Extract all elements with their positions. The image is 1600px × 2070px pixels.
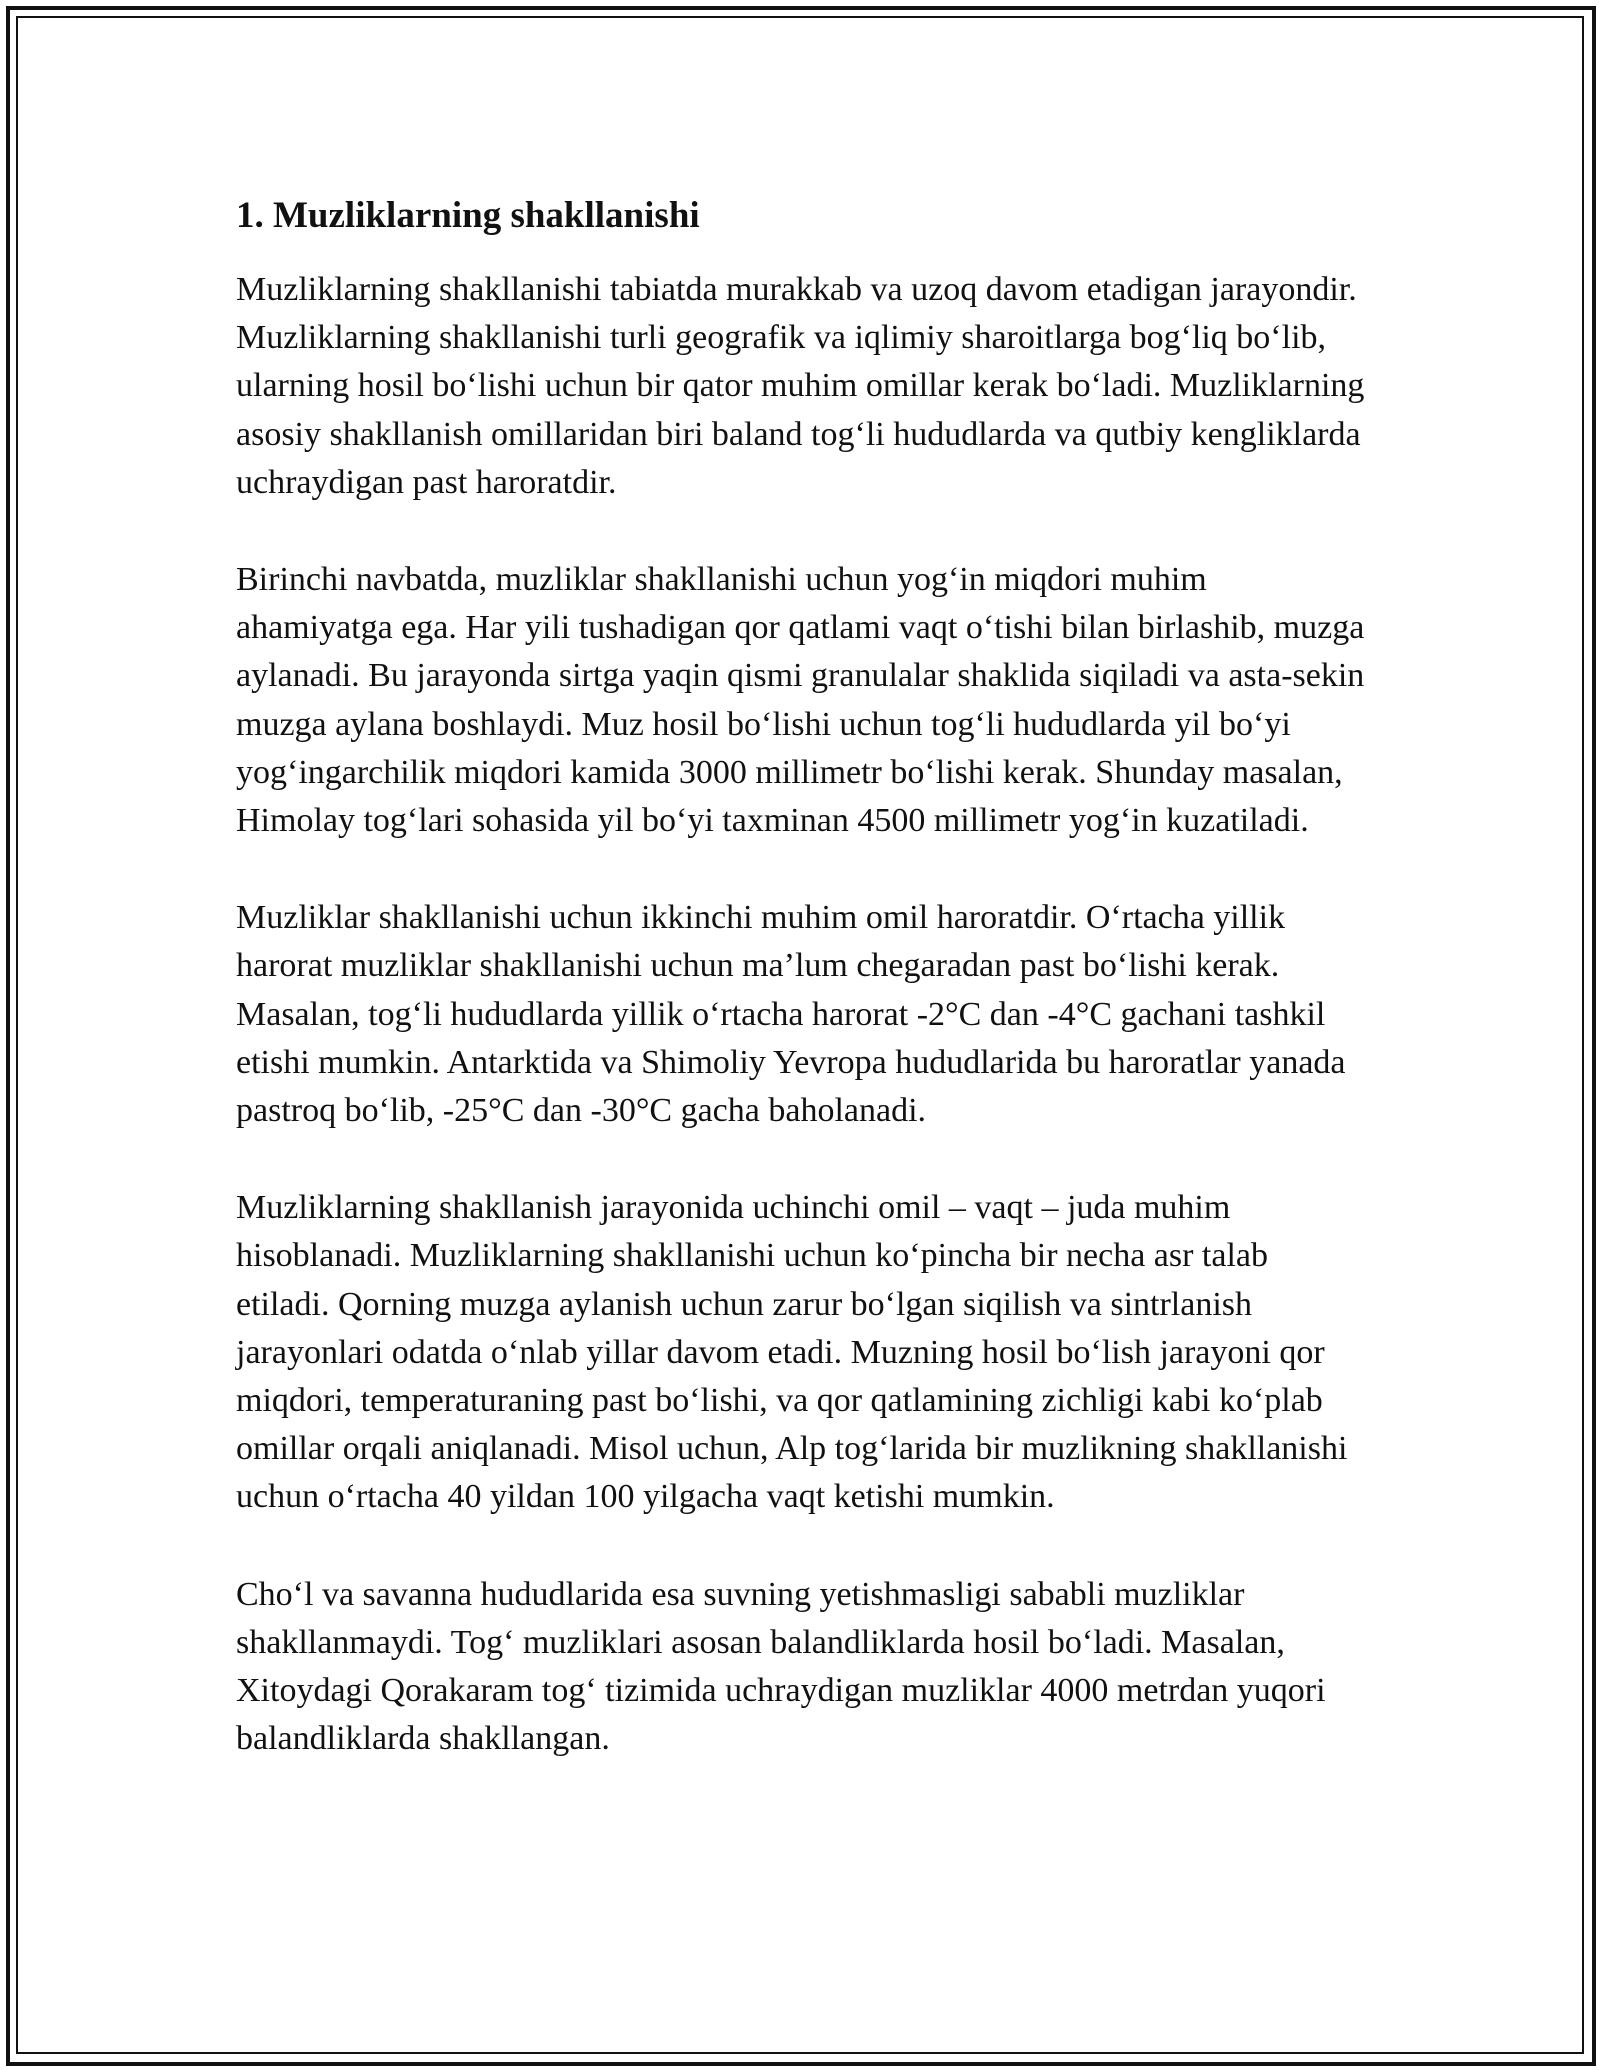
paragraph-time: Muzliklarning shakllanish jarayonida uchinchi omil – vaqt – juda muhim hisoblanadi. Muzliklarning shakllanishi uchun ko‘pincha bir necha asr talab etiladi. Qorning muzga aylanish uchun zarur bo‘lgan siqilish va sintrlanish jarayonlari odatda o‘nlab yillar davom etadi. Muzning hosil bo‘lish jarayoni qor miqdori, temperaturaning past bo‘lishi, va qor qatlamining zichligi kabi ko‘plab omillar orqali aniqlanadi. Misol uchun, Alp tog‘larida bir muzlikning shakllanishi uchun o‘rtacha 40 yildan 100 yilgacha vaqt ketishi mumkin. — [236, 1189, 1348, 1516]
document-body — [236, 188, 1366, 1812]
paragraph-precipitation: Birinchi navbatda, muzliklar shakllanishi uchun yog‘in miqdori muhim ahamiyatga ega. Har yili tushadigan qor qatlami vaqt o‘tishi bilan birlashib, muzga aylanadi. Bu jarayonda sirtga yaqin qismi granulalar shaklida siqiladi va asta-sekin muzga aylana boshlaydi. Muz hosil bo‘lishi uchun tog‘li hududlarda yil bo‘yi yog‘ingarchilik miqdori kamida 3000 millimetr bo‘lishi kerak. Shunday masalan, Himolay tog‘lari sohasida yil bo‘yi taxminan 4500 millimetr yog‘in kuzatiladi. — [236, 561, 1365, 840]
paragraph-intro: Muzliklarning shakllanishi tabiatda murakkab va uzoq davom etadigan jarayondir. Muzliklarning shakllanishi turli geografik va iqlimiy sharoitlarga bog‘liq bo‘lib, ularning hosil bo‘lishi uchun bir qator muhim omillar kerak bo‘ladi. Muzliklarning asosiy shakllanish omillaridan biri baland tog‘li hududlarda va qutbiy kengliklarda uchraydigan past haroratdir. — [236, 271, 1365, 501]
paragraph-temperature: Muzliklar shakllanishi uchun ikkinchi muhim omil haroratdir. O‘rtacha yillik harorat muzliklar shakllanishi uchun ma’lum chegaradan past bo‘lishi kerak. Masalan, tog‘li hududlarda yillik o‘rtacha harorat -2°C dan -4°C gachani tashkil etishi mumkin. Antarktida va Shimoliy Yevropa hududlarida bu haroratlar yanada pastroq bo‘lib, -25°C dan -30°C gacha baholanadi. — [236, 899, 1346, 1130]
paragraph-deserts: Cho‘l va savanna hududlarida esa suvning yetishmasligi sababli muzliklar shakllanmaydi. Tog‘ muzliklari asosan balandliklarda hosil bo‘ladi. Masalan, Xitoydagi Qorakaram tog‘ tizimida uchraydigan muzliklar 4000 metrdan yuqori balandliklarda shakllangan. — [236, 1575, 1326, 1758]
section-heading: 1. Muzliklarning shakllanishi — [236, 195, 700, 236]
